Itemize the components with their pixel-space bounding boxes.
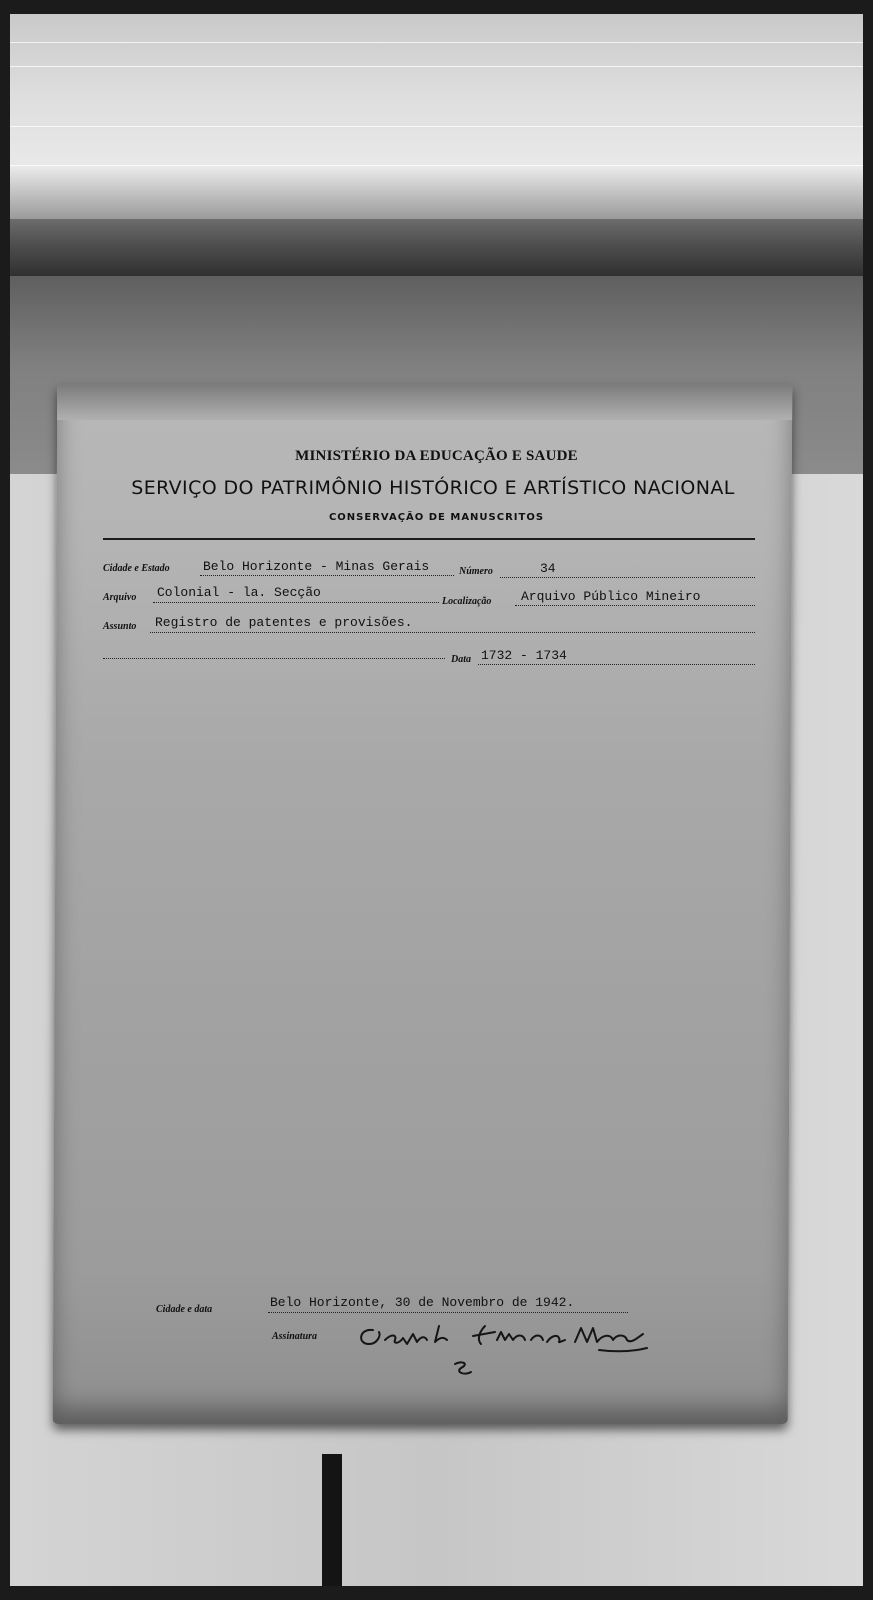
localizacao-value: Arquivo Público Mineiro (521, 589, 701, 604)
scratch-line (10, 126, 863, 127)
cidade-data-value: Belo Horizonte, 30 de Novembro de 1942. (270, 1295, 575, 1310)
cidade-estado-line (200, 575, 454, 576)
data-line (478, 664, 755, 665)
numero-value: 34 (540, 561, 556, 576)
numero-line (500, 577, 755, 578)
handwritten-signature (355, 1322, 655, 1380)
assunto-value: Registro de patentes e provisões. (155, 615, 413, 630)
cidade-estado-label: Cidade e Estado (103, 563, 170, 574)
cidade-data-line (268, 1312, 628, 1313)
arquivo-value: Colonial - la. Secção (157, 585, 321, 600)
blank-line (103, 658, 445, 659)
ministry-heading: MINISTÉRIO DA EDUCAÇÃO E SAUDE (295, 448, 578, 464)
section-heading: CONSERVAÇÃO DE MANUSCRITOS (328, 512, 545, 523)
numero-label: Número (459, 566, 493, 577)
cidade-estado-value: Belo Horizonte - Minas Gerais (203, 559, 430, 574)
service-title: SERVIÇO DO PATRIMÔNIO HISTÓRICO E ARTÍSTICO NACIONAL (131, 477, 735, 499)
scratch-line (10, 165, 863, 166)
arquivo-line (153, 602, 439, 603)
scratch-line (10, 66, 863, 67)
stand-post (322, 1454, 342, 1586)
top-background (10, 14, 863, 219)
assinatura-label: Assinatura (272, 1331, 318, 1342)
sheet-fold (57, 384, 792, 420)
assunto-line (150, 632, 755, 633)
data-value: 1732 - 1734 (481, 648, 567, 663)
localizacao-line (515, 605, 755, 606)
scratch-line (10, 42, 863, 43)
document-sheet (53, 384, 793, 1424)
arquivo-label: Arquivo (103, 592, 137, 603)
assunto-label: Assunto (103, 621, 137, 632)
shelf-edge (10, 219, 863, 279)
header-rule (103, 538, 755, 540)
localizacao-label: Localização (442, 596, 492, 607)
cidade-data-label: Cidade e data (156, 1304, 213, 1315)
data-label: Data (451, 654, 471, 665)
